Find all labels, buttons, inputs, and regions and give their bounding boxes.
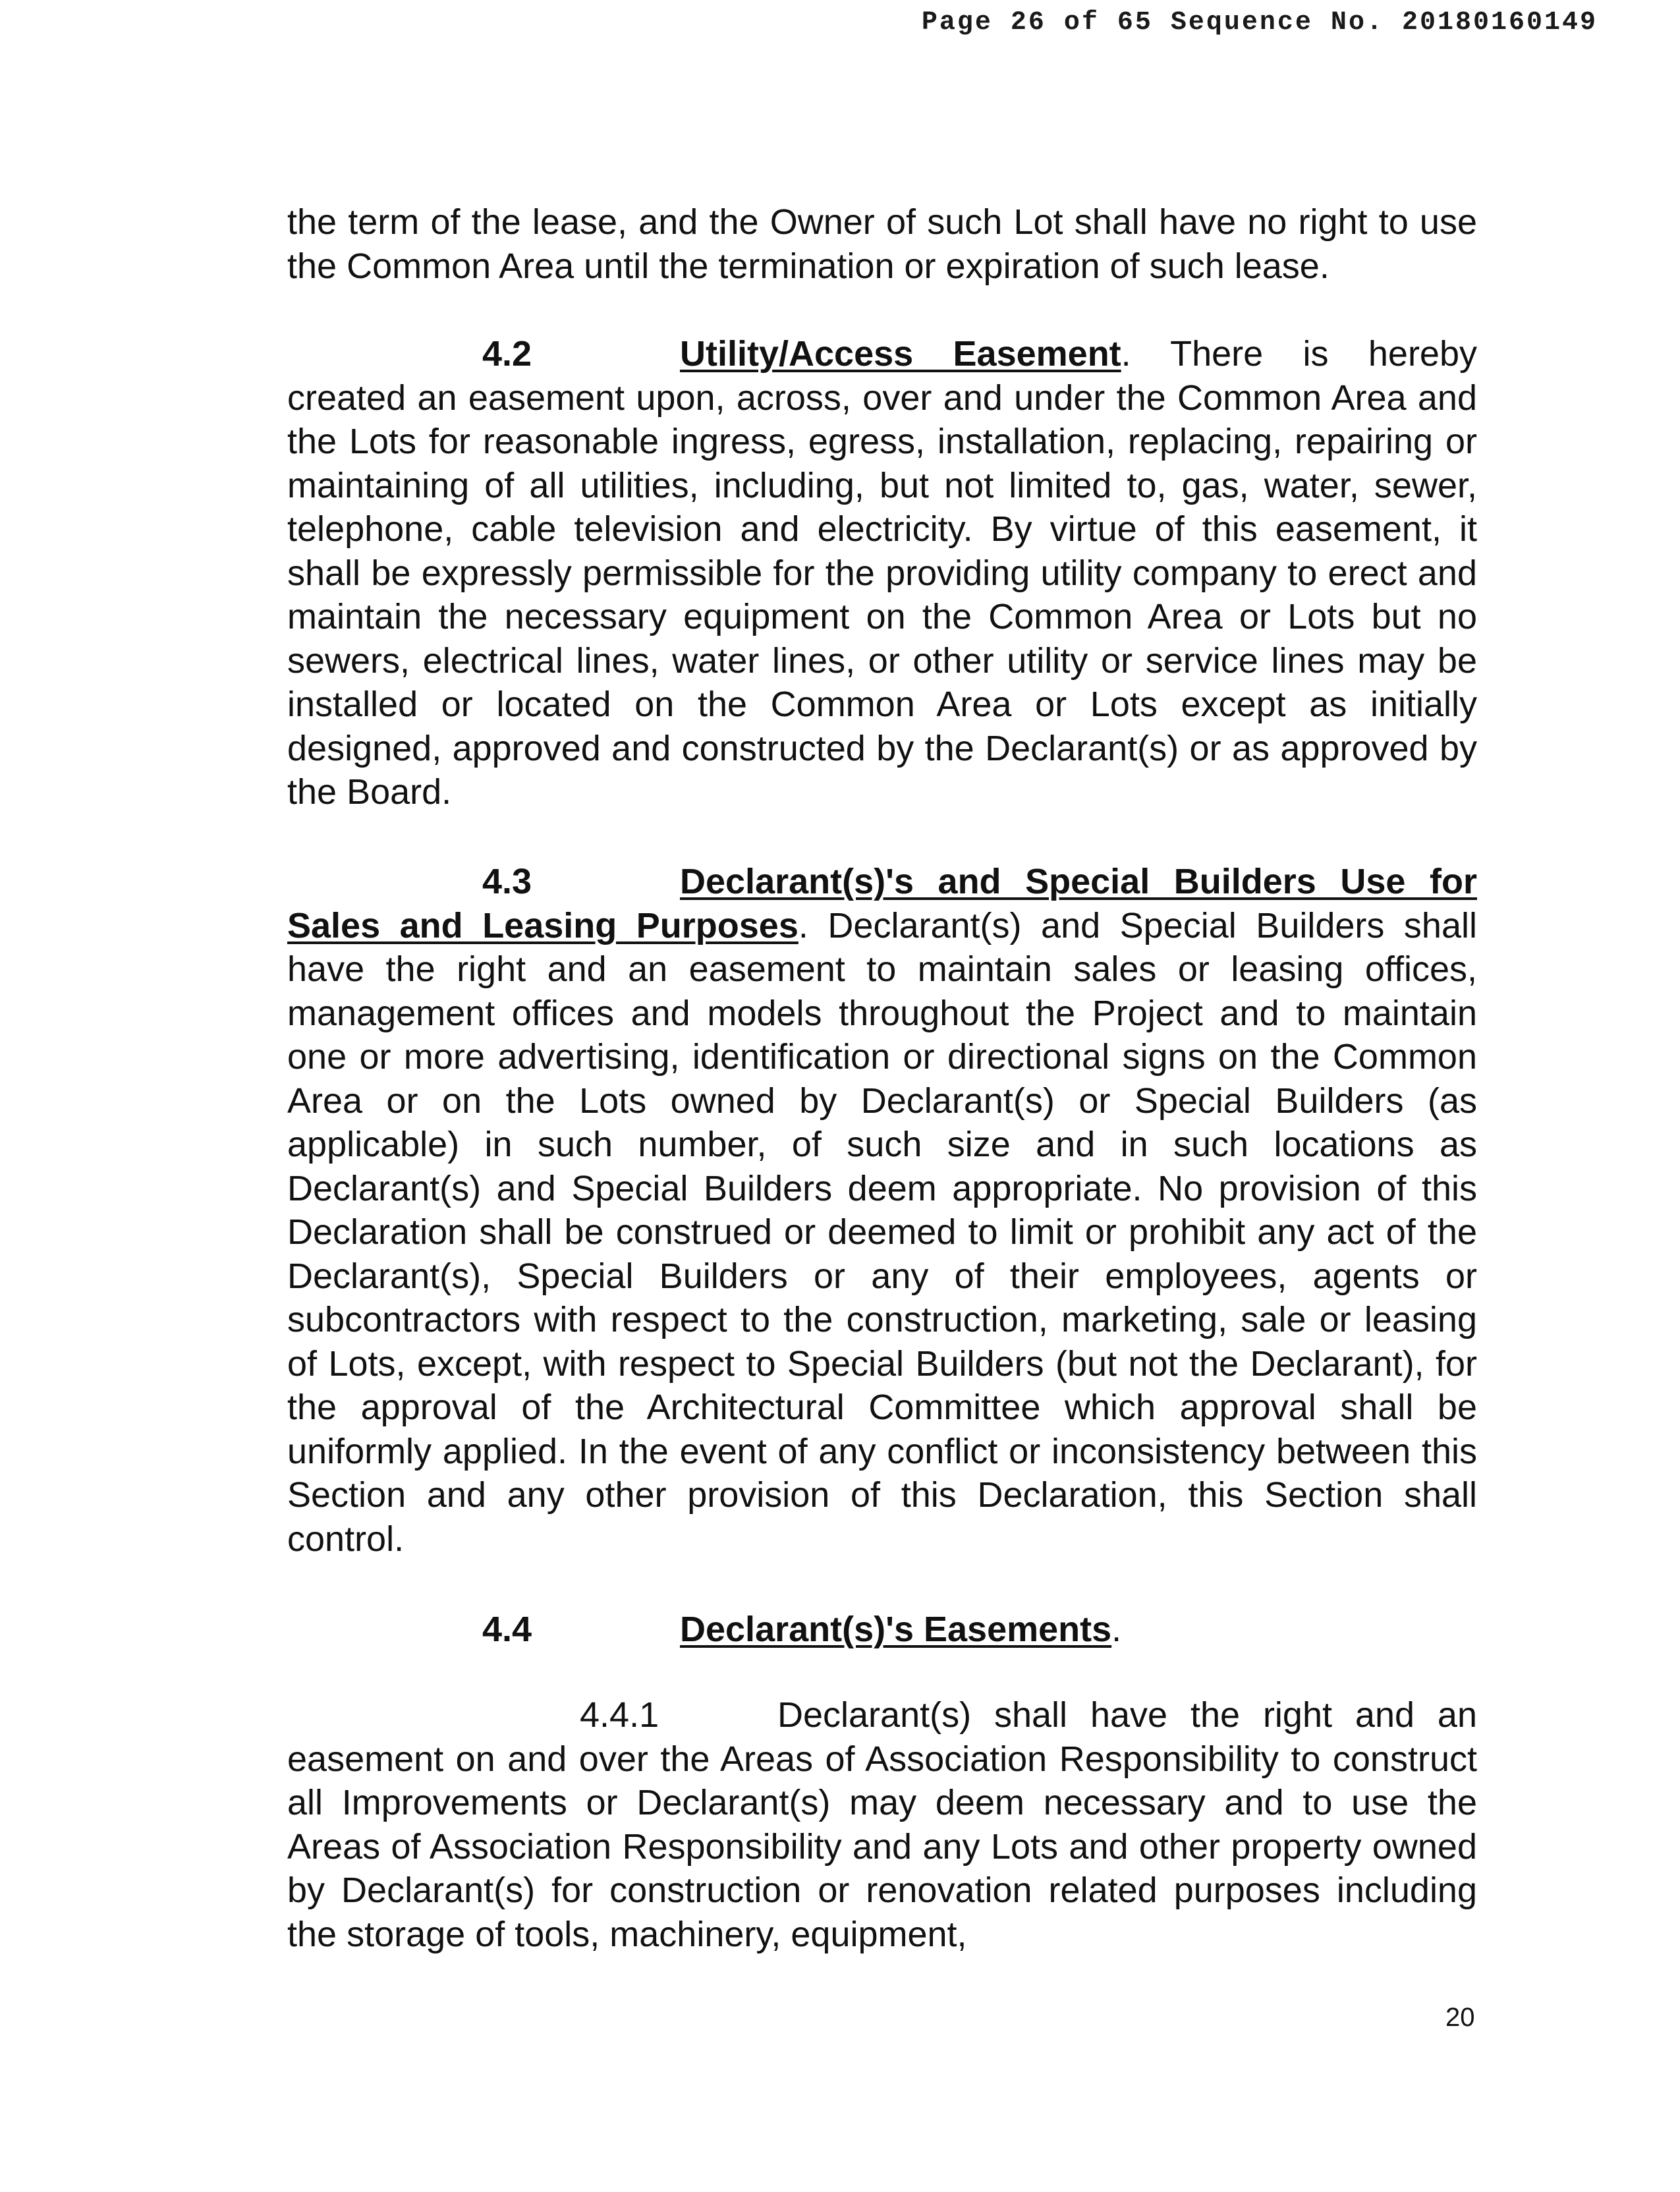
section-title: Declarant(s)'s Easements [680, 1610, 1112, 1649]
section-4-2 [287, 332, 1477, 814]
section-number: 4.2 [482, 334, 532, 374]
section-4-4-1 [287, 1693, 1477, 1956]
section-4-3 [287, 860, 1477, 1561]
paragraph-continuation-text: the term of the lease, and the Owner of such Lot shall have no right to use the Common Area until the termination or expiration of such lease. [287, 202, 1477, 286]
page-number: 20 [1445, 2003, 1475, 2032]
section-number: 4.4 [482, 1610, 532, 1649]
section-title-punct: . [1121, 334, 1131, 374]
section-number: 4.3 [482, 862, 532, 901]
subsection-number: 4.4.1 [580, 1695, 659, 1735]
page-header-sequence: Page 26 of 65 Sequence No. 20180160149 [921, 8, 1598, 38]
paragraph-continuation [287, 200, 1477, 288]
section-title-punct: . [1111, 1610, 1122, 1649]
section-4-4 [287, 1608, 1477, 1652]
section-title: Declarant(s)'s and Special Builders Use for Sales and Leasing Purposes [287, 862, 1477, 945]
section-body: There is hereby created an easement upon, across, over and under the Common Area and the Lots for reasonable ingress, egress, installation, replacing, repairing or maintaining of all utilities, including, but not limited to, gas, water, sewer, telephone, cable television and electricity. By virtue of this easement, it shall be expressly permissible for the providing utility company to erect and maintain the necessary equipment on the Common Area or Lots but no sewers, electrical lines, water lines, or other utility or service lines may be installed or located on the Common Area or Lots except as initially designed, approved and constructed by the Declarant(s) or as approved by the Board. [287, 334, 1477, 812]
section-body: Declarant(s) and Special Builders shall have the right and an easement to maintain sales or leasing offices, management offices and models throughout the Project and to maintain one or more advertising, identification or directional signs on the Common Area or on the Lots owned by Declarant(s) or Special Builders (as applicable) in such number, of such size and in such locations as Declarant(s) and Special Builders deem appropriate. No provision of this Declaration shall be construed or deemed to limit or prohibit any act of the Declarant(s), Special Builders or any of their employees, agents or subcontractors with respect to the construction, marketing, sale or leasing of Lots, except, with respect to Special Builders (but not the Declarant), for the approval of the Architectural Committee which approval shall be uniformly applied. In the event of any conflict or inconsistency between this Section and any other provision of this Declaration, this Section shall control. [287, 905, 1477, 1559]
section-title: Utility/Access Easement [680, 334, 1121, 374]
section-title-punct: . [798, 905, 808, 945]
subsection-body: Declarant(s) shall have the right and an easement on and over the Areas of Association Responsibility to construct all Improvements or Declarant(s) may deem necessary and to use the Areas of Association Responsibility and any Lots and other property owned by Declarant(s) for construction or renovation related purposes including the storage of tools, machinery, equipment, [287, 1695, 1477, 1954]
